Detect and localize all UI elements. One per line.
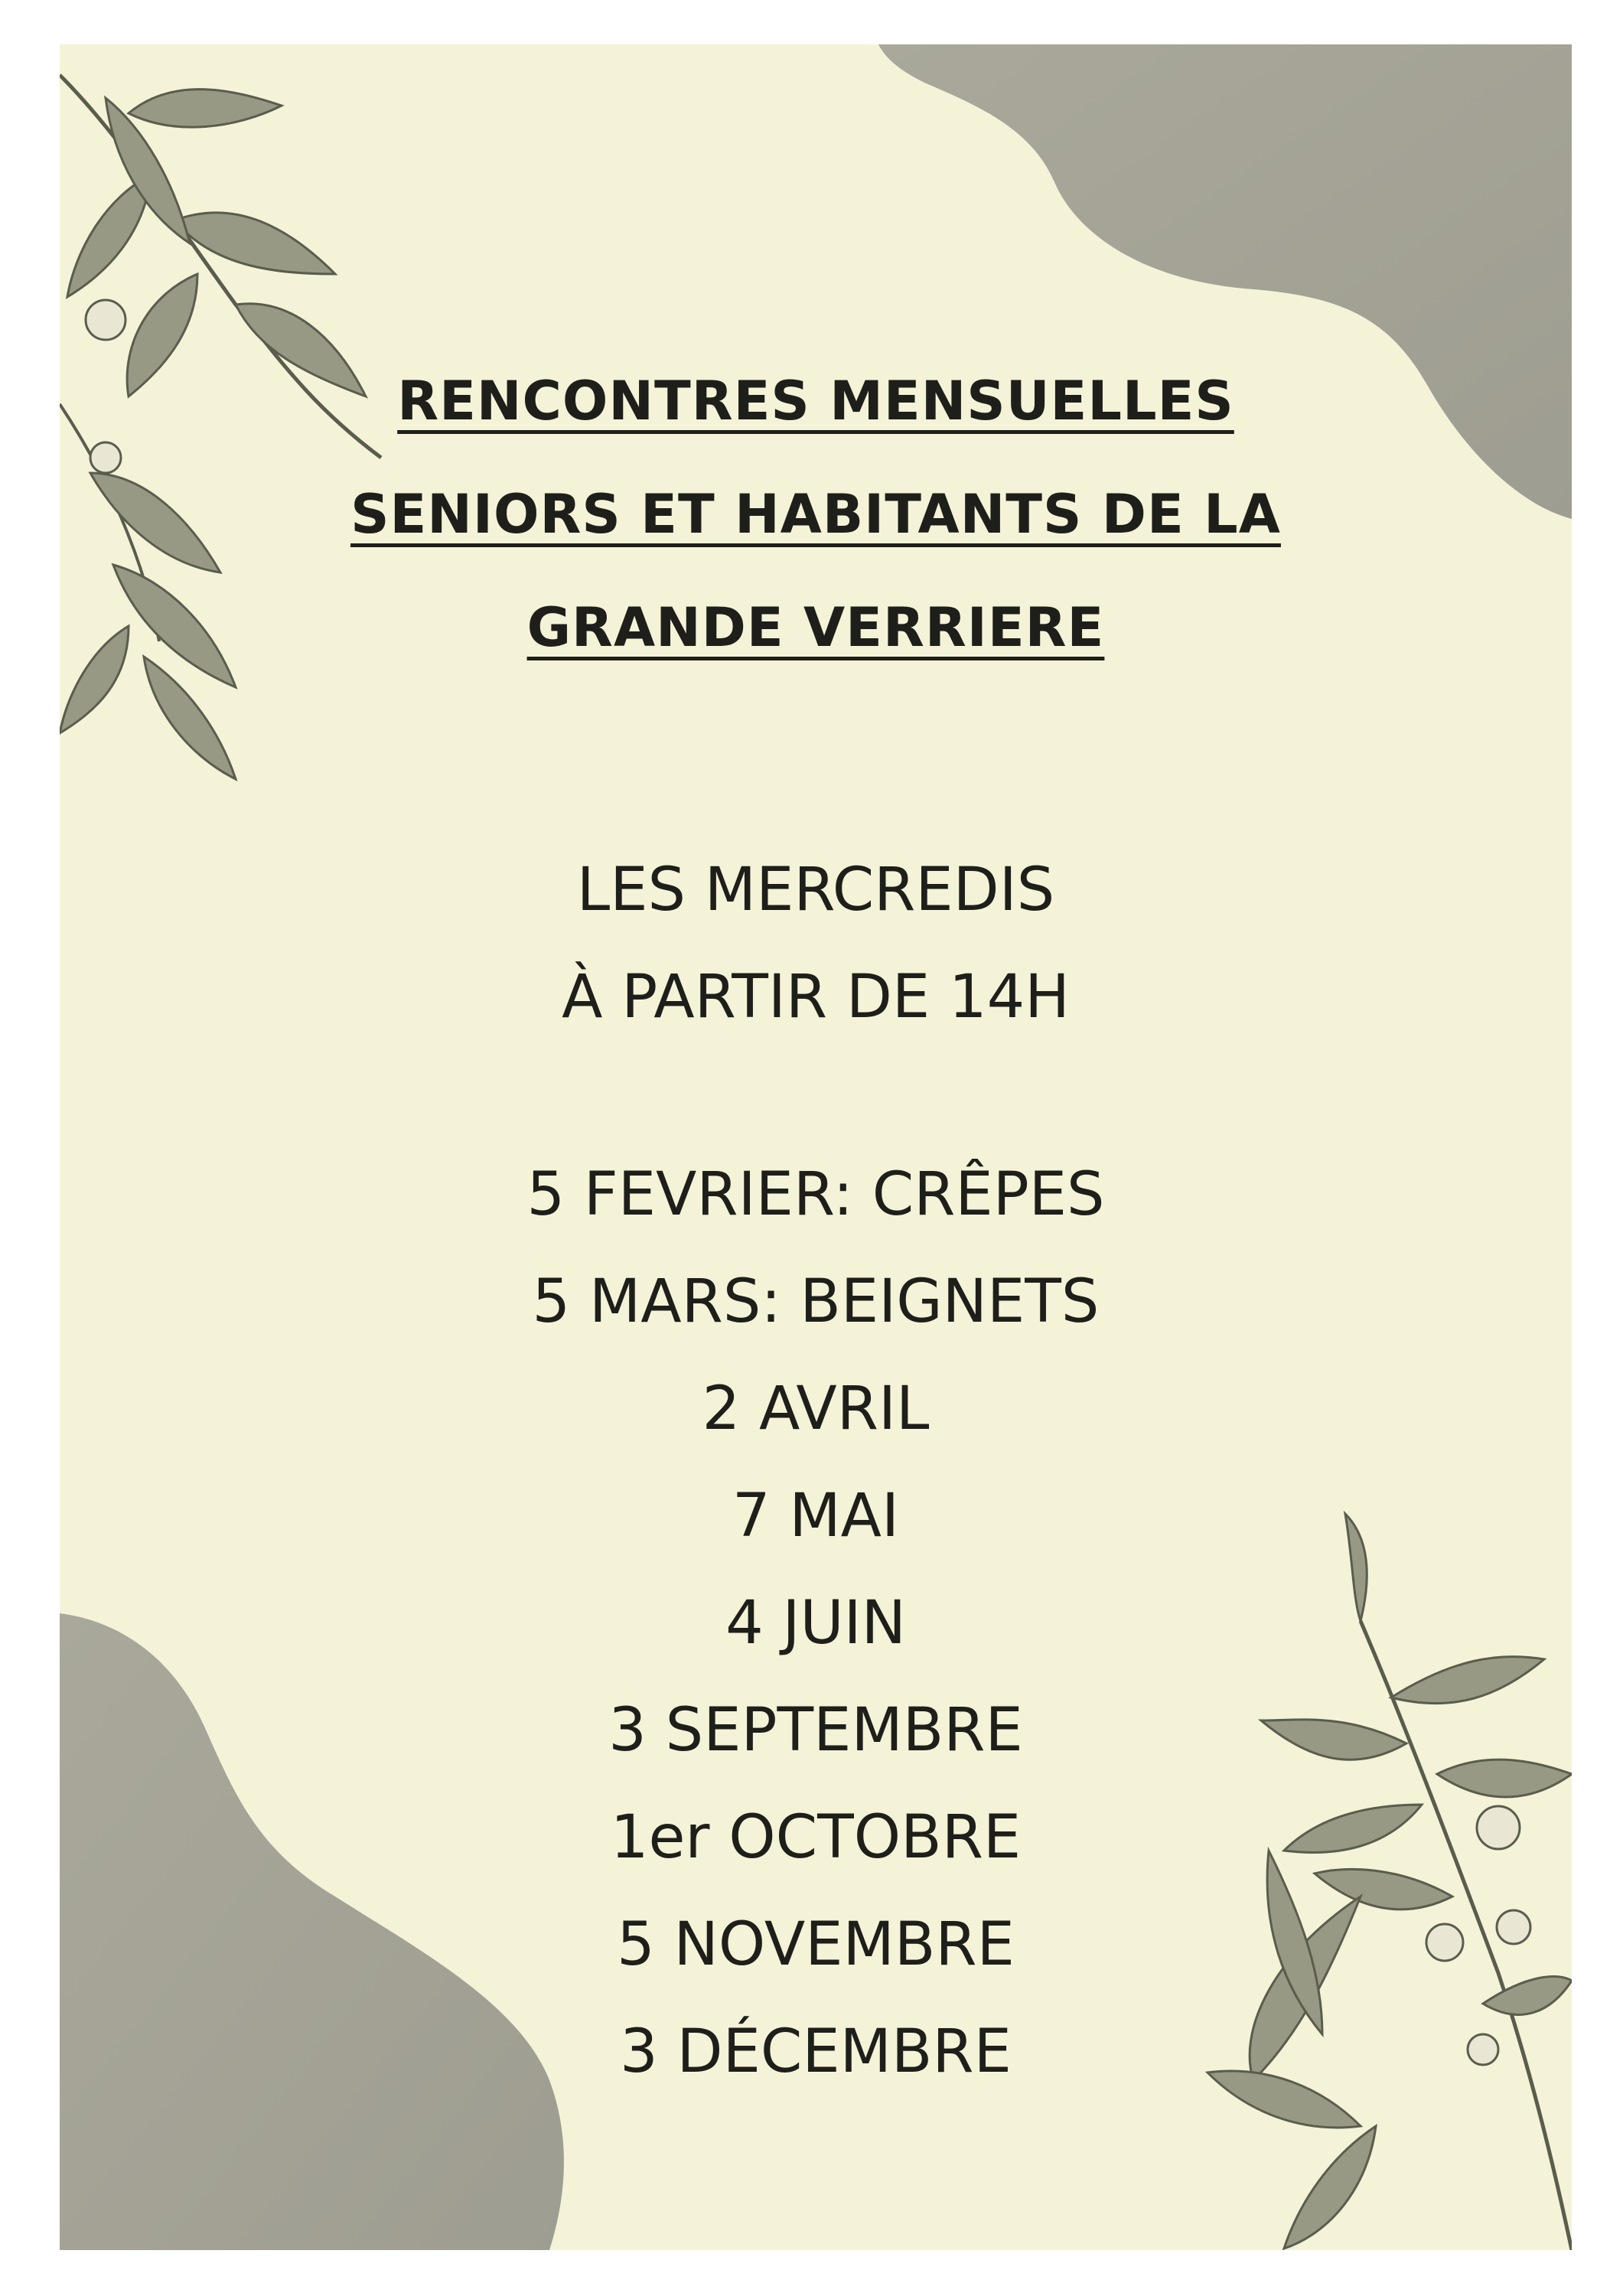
date-item: 4 JUIN (725, 1589, 906, 1658)
date-item: 3 DÉCEMBRE (620, 2017, 1012, 2086)
meeting-time: À PARTIR DE 14H (562, 963, 1070, 1032)
schedule (60, 837, 1572, 2105)
date-item: 5 MARS: BEIGNETS (532, 1267, 1100, 1336)
date-item: 5 NOVEMBRE (617, 1910, 1015, 1979)
poster (60, 44, 1572, 2250)
date-item: 7 MAI (732, 1482, 900, 1551)
date-item: 1er OCTOBRE (610, 1803, 1022, 1872)
title-line-3: GRANDE VERRIERE (526, 596, 1105, 659)
title-line-1: RENCONTRES MENSUELLES (397, 370, 1234, 432)
date-item: 5 FEVRIER: CRÊPES (526, 1160, 1105, 1229)
meeting-day: LES MERCREDIS (576, 856, 1055, 925)
title-line-2: SENIORS ET HABITANTS DE LA (350, 483, 1281, 546)
date-item: 2 AVRIL (702, 1375, 930, 1443)
poster-title (60, 344, 1572, 684)
date-item: 3 SEPTEMBRE (608, 1696, 1023, 1765)
